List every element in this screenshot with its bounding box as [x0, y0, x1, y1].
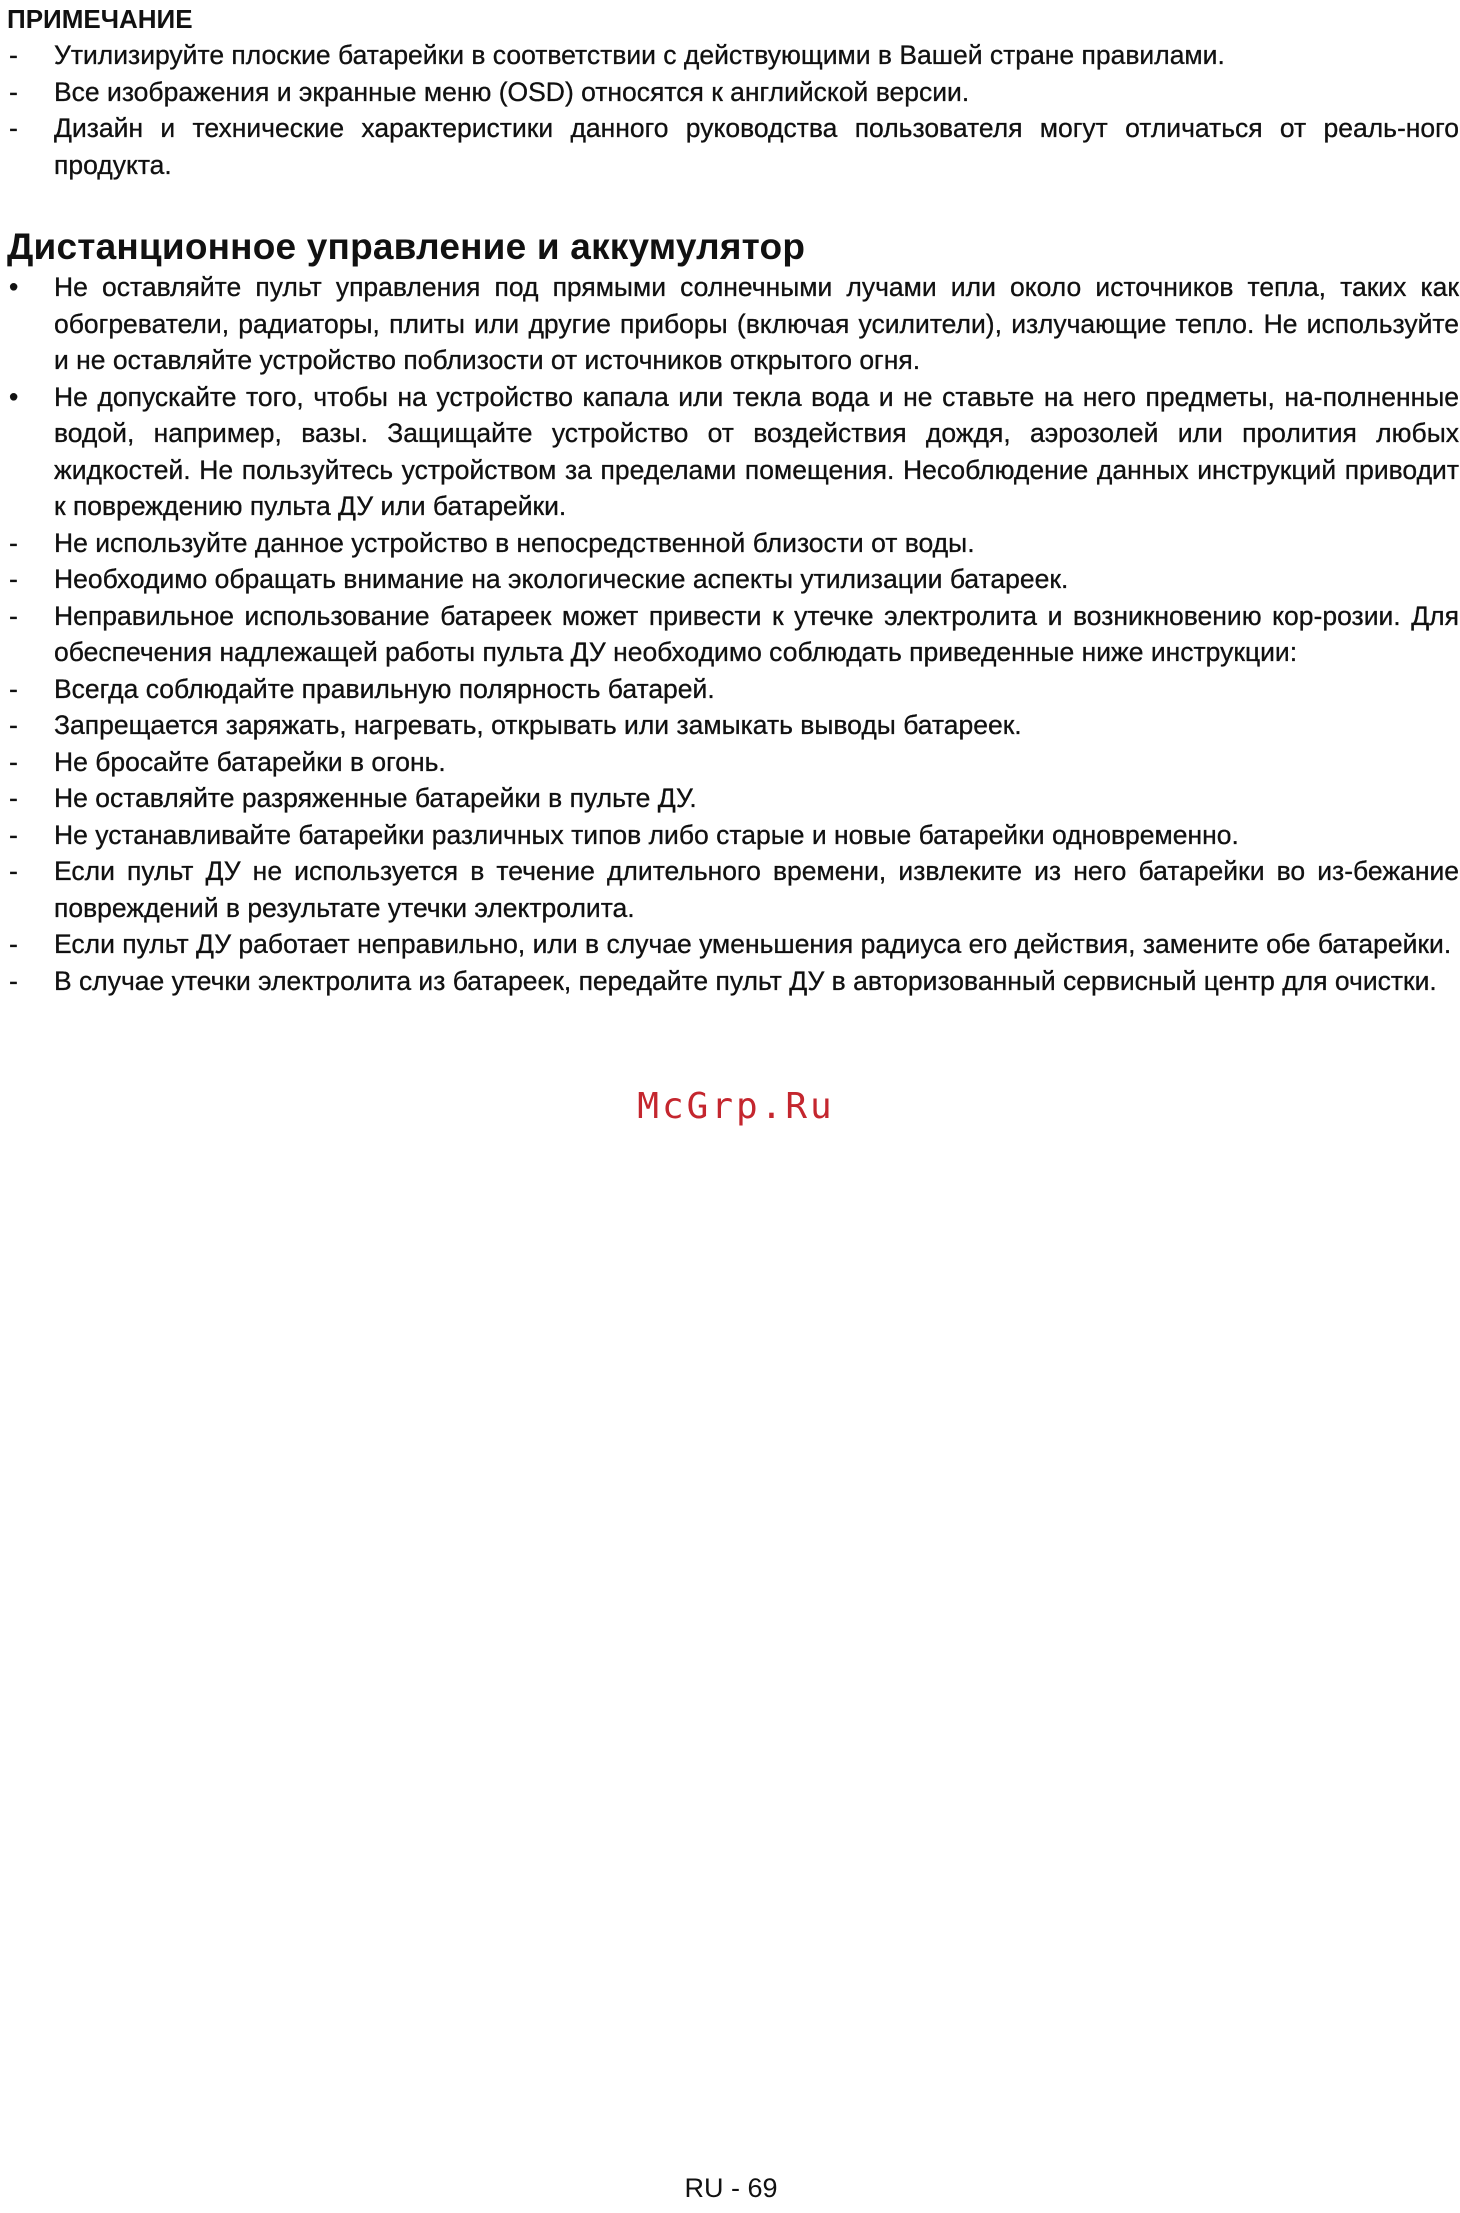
section-item [7, 853, 1459, 926]
list-marker: - [9, 783, 18, 813]
section-item-text: Не устанавливайте батарейки различных типов либо старые и новые батарейки одновременно. [54, 819, 1239, 850]
note-item [7, 37, 1459, 74]
section-item-text: Запрещается заряжать, нагревать, открывать или замыкать выводы батареек. [54, 710, 1022, 740]
list-marker: - [9, 600, 18, 631]
list-marker: - [9, 965, 18, 996]
section-item-text: Не оставляйте разряженные батарейки в пульте ДУ. [54, 783, 697, 813]
section-item [7, 963, 1459, 1000]
section-item [7, 744, 1459, 781]
note-item [7, 110, 1459, 183]
section-heading: Дистанционное управление и аккумулятор [7, 226, 806, 267]
section-item [7, 269, 1459, 379]
section-item-text: Если пульт ДУ работает неправильно, или в случае уменьшения радиуса его действия, замените обе батарейки. [54, 929, 1452, 959]
section-item-text: Не допускайте того, чтобы на устройство капала или текла вода и не ставьте на него предметы, на-полненные водой, например, вазы. Защищайте устройство от воздействия дождя, аэрозолей или пролития любых жидкостей. Не пользуйтесь устройством за пределами помещения. Несоблюдение данных инструкций приводит к повреждению пульта ДУ или батарейки. [54, 381, 1459, 521]
note-list [7, 37, 1459, 183]
section-item-text: Не оставляйте пульт управления под прямыми солнечными лучами или около источников тепла, таких как обогреватели, радиаторы, плиты или другие приборы (включая усилители), излучающие тепло. Не используйте и не оставляйте устройство поблизости от источников открытого огня. [54, 272, 1459, 375]
note-item-text: Утилизируйте плоские батарейки в соответствии с действующими в Вашей стране правилами. [54, 40, 1225, 70]
section-item [7, 561, 1459, 598]
section-item [7, 926, 1459, 963]
list-marker: - [9, 113, 18, 143]
section-item [7, 780, 1459, 817]
note-heading: ПРИМЕЧАНИЕ [7, 4, 193, 34]
section-item-text: Не бросайте батарейки в огонь. [54, 746, 446, 777]
section-item [7, 671, 1459, 708]
list-marker: - [9, 76, 18, 107]
list-marker: - [9, 856, 18, 886]
list-marker: - [9, 527, 18, 558]
section-item [7, 525, 1459, 562]
list-marker: - [9, 819, 18, 850]
list-marker: - [9, 564, 18, 594]
list-marker: - [9, 40, 18, 70]
note-item-text: Все изображения и экранные меню (OSD) относятся к английской версии. [54, 76, 970, 107]
section-item [7, 707, 1459, 744]
list-marker: - [9, 673, 18, 704]
section-item-text: Если пульт ДУ не используется в течение длительного времени, извлеките из него батарейки во из-бежание повреждений в результате утечки электролита. [54, 856, 1459, 923]
section-list [7, 269, 1459, 999]
document-page [7, 0, 1459, 999]
list-marker: - [9, 746, 18, 777]
note-item-text: Дизайн и технические характеристики данного руководства пользователя могут отличаться от реаль-ного продукта. [54, 113, 1459, 180]
section-item [7, 817, 1459, 854]
section-item-text: Необходимо обращать внимание на экологические аспекты утилизации батареек. [54, 564, 1069, 594]
list-marker: - [9, 710, 18, 740]
note-item [7, 74, 1459, 111]
list-marker: • [9, 272, 19, 302]
section-item [7, 598, 1459, 671]
section-item-text: Всегда соблюдайте правильную полярность батарей. [54, 673, 715, 704]
section-item [7, 379, 1459, 525]
watermark: McGrp.Ru [637, 1086, 835, 1127]
section-item-text: Не используйте данное устройство в непосредственной близости от воды. [54, 527, 975, 558]
section-item-text: В случае утечки электролита из батареек, передайте пульт ДУ в авторизованный сервисный центр для очистки. [54, 965, 1437, 996]
list-marker: - [9, 929, 18, 959]
list-marker: • [9, 381, 19, 412]
page-number: RU - 69 [684, 2173, 778, 2203]
section-item-text: Неправильное использование батареек может привести к утечке электролита и возникновению кор-розии. Для обеспечения надлежащей работы пульта ДУ необходимо соблюдать приведенные ниже инструкции: [54, 600, 1459, 667]
